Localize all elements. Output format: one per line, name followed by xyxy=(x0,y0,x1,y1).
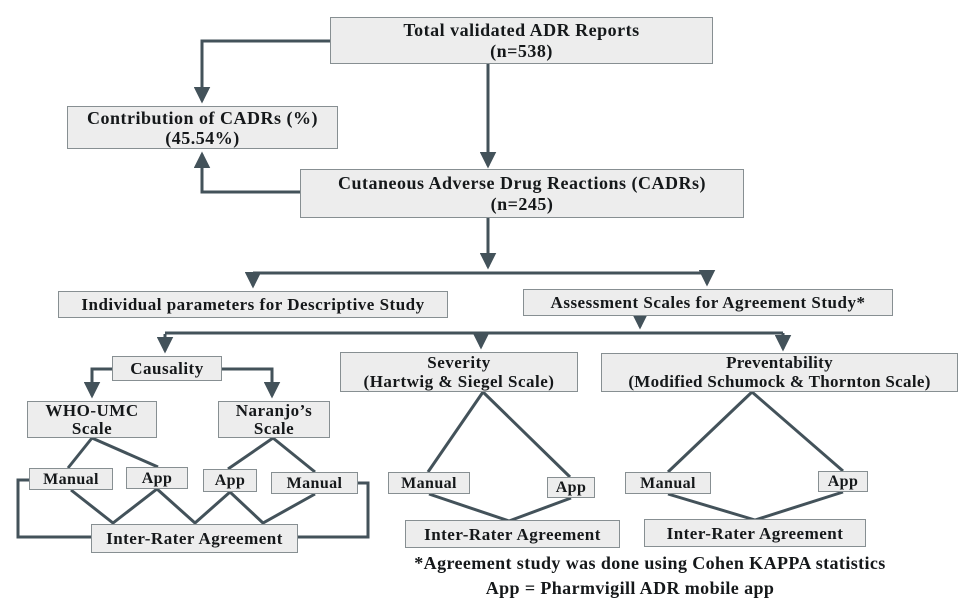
node-label: Manual xyxy=(43,470,99,488)
node-label: Preventability xyxy=(726,353,833,372)
node-label: Naranjo’s xyxy=(235,400,313,420)
node-descriptive-parameters xyxy=(58,291,448,318)
node-label: Manual xyxy=(640,474,696,492)
node-label: App xyxy=(141,469,173,487)
footnote-kappa: *Agreement study was done using Cohen KAPPA statistics xyxy=(414,553,886,573)
node-sublabel: Scale xyxy=(71,418,113,438)
node-naranjo-scale xyxy=(218,401,330,438)
node-cadr-contribution xyxy=(67,106,338,149)
node-sublabel: (45.54%) xyxy=(165,127,240,148)
node-assessment-scales xyxy=(523,289,893,316)
node-label: App xyxy=(827,473,859,490)
node-app-severity xyxy=(547,477,595,498)
node-label: Total validated ADR Reports xyxy=(403,19,640,40)
node-preventability xyxy=(601,353,958,392)
node-label: Manual xyxy=(286,474,343,492)
node-label: Individual parameters for Descriptive Study xyxy=(81,295,425,314)
node-manual-preventability xyxy=(625,472,711,494)
node-inter-rater-preventability xyxy=(644,519,866,547)
node-label: Inter-Rater Agreement xyxy=(106,529,283,548)
node-label: Assessment Scales for Agreement Study* xyxy=(550,293,866,312)
node-total-reports xyxy=(330,17,713,64)
node-sublabel: (n=538) xyxy=(490,40,553,61)
node-label: WHO-UMC xyxy=(45,400,139,420)
node-label: Causality xyxy=(130,359,204,378)
node-label: Cutaneous Adverse Drug Reactions (CADRs) xyxy=(338,172,706,193)
node-sublabel: Scale xyxy=(253,418,295,438)
node-label: App xyxy=(214,472,246,489)
node-label: App xyxy=(555,479,587,496)
node-label: Inter-Rater Agreement xyxy=(666,523,844,543)
node-cadrs xyxy=(300,169,744,218)
node-sublabel: (n=245) xyxy=(490,193,554,214)
node-label: Manual xyxy=(401,474,457,492)
node-label: Contribution of CADRs (%) xyxy=(86,107,318,128)
node-app-who xyxy=(126,467,188,489)
node-who-umc-scale xyxy=(27,401,157,438)
node-manual-severity xyxy=(388,472,470,494)
node-label: Severity xyxy=(427,353,491,372)
node-severity xyxy=(340,352,578,392)
node-sublabel: (Modified Schumock & Thornton Scale) xyxy=(628,371,931,391)
footnote-app-definition: App = Pharmvigill ADR mobile app xyxy=(485,578,775,598)
node-label: Inter-Rater Agreement xyxy=(424,524,601,544)
node-inter-rater-severity xyxy=(405,520,620,548)
node-inter-rater-causality xyxy=(91,524,298,553)
node-sublabel: (Hartwig & Siegel Scale) xyxy=(363,372,555,391)
node-manual-who xyxy=(29,468,113,490)
node-app-preventability xyxy=(818,471,868,492)
node-app-naranjo xyxy=(203,469,257,492)
node-manual-naranjo xyxy=(271,472,358,494)
node-causality xyxy=(112,356,222,381)
